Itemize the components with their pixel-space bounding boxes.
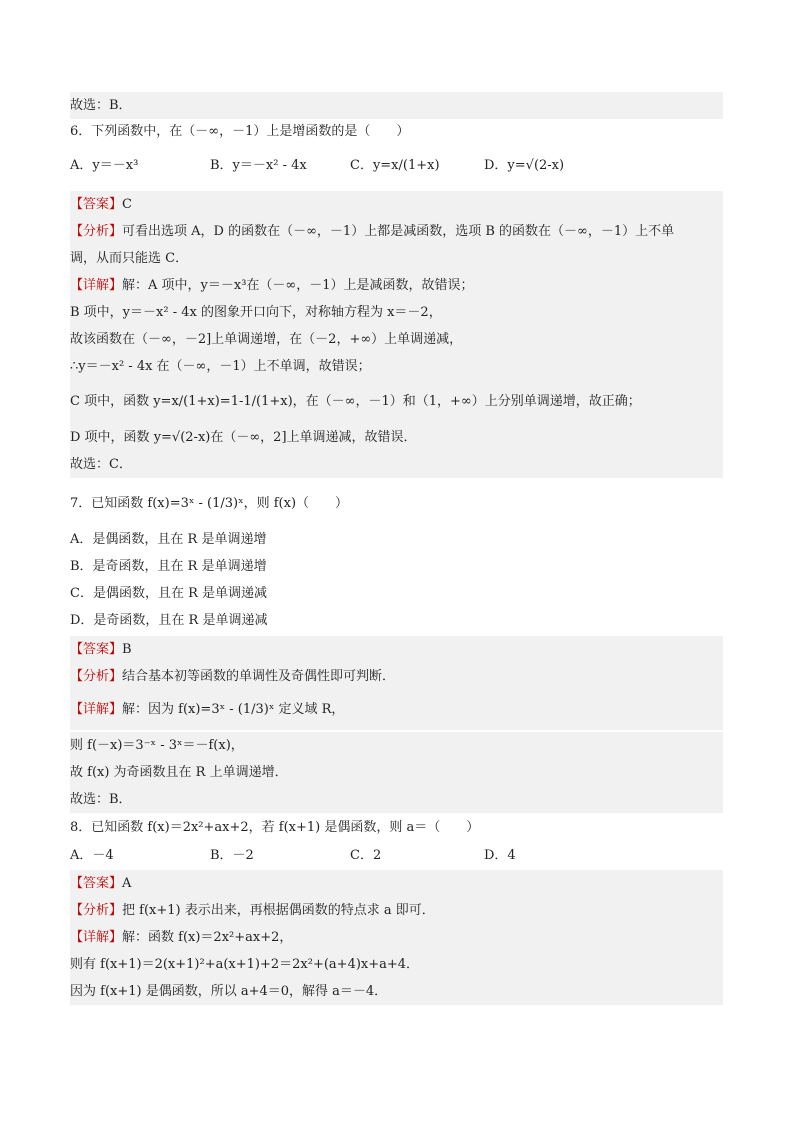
q5-conclusion: 故选：B． [70,92,723,119]
q8-detail-1: 【详解】解：函数 f(x)＝2x²+ax+2， [70,924,723,951]
q7-answer: 【答案】B [70,636,723,663]
q6-analysis-cont: 调，从而只能选 C． [70,245,723,272]
q6-answer: 【答案】C [70,191,723,218]
q6-option-c: C．y=x/(1+x) [350,158,440,173]
q6-detail-4: ∴y＝－x² - 4x 在（－∞，－1）上不单调，故错误； [70,353,723,380]
q8-detail-2: 则有 f(x+1)＝2(x+1)²+a(x+1)+2＝2x²+(a+4)x+a+4． [70,951,723,978]
q7-option-d: D．是奇函数，且在 R 是单调递减 [70,613,268,628]
q7-detail-3: 故 f(x) 为奇函数且在 R 上单调递增． [70,759,723,786]
q8-option-c: C．2 [350,848,382,863]
q8-detail-3: 因为 f(x+1) 是偶函数，所以 a+4＝0，解得 a＝－4． [70,978,723,1005]
q8-options [70,842,723,869]
q6-detail-6: D 项中，函数 y=√(2-x)在（－∞，2]上单调递减，故错误． [70,424,723,451]
q7-detail-1: 【详解】解：因为 f(x)=3ˣ - (1/3)ˣ 定义域 R， [70,690,723,730]
q8-option-b: B．－2 [210,848,254,863]
q6-detail-3: 故该函数在（－∞，－2]上单调递增，在（－2，+∞）上单调递减， [70,326,723,353]
q7-option-b: B．是奇函数，且在 R 是单调递增 [70,559,267,574]
q8-answer: 【答案】A [70,870,723,897]
q7-option-a: A．是偶函数，且在 R 是单调递增 [70,532,267,547]
q6-detail-5: C 项中，函数 y=x/(1+x)=1-1/(1+x)，在（－∞，－1）和（1，+∞）上分别单调递增，故正确； [70,380,723,424]
q7-stem: 7．已知函数 f(x)=3ˣ - (1/3)ˣ，则 f(x)（ ） [70,496,349,511]
q6-detail-2: B 项中，y＝－x² - 4x 的图象开口向下，对称轴方程为 x＝－2， [70,299,723,326]
q6-option-b: B．y＝－x² - 4x [210,158,307,173]
q6-stem: 6．下列函数中，在（－∞，－1）上是增函数的是（ ） [70,124,410,139]
q6-analysis: 【分析】可看出选项 A，D 的函数在（－∞，－1）上都是减函数，选项 B 的函数在（－∞，－1）上不单 [70,218,723,245]
q6-option-d: D．y=√(2-x) [484,158,565,173]
q8-stem: 8．已知函数 f(x)＝2x²+ax+2，若 f(x+1) 是偶函数，则 a＝（ ） [70,820,480,835]
q6-option-a: A．y＝－x³ [70,158,139,173]
q6-detail-1: 【详解】解：A 项中，y＝－x³在（－∞，－1）上是减函数，故错误； [70,272,723,299]
q7-conclusion: 故选：B． [70,786,723,813]
q6-conclusion: 故选：C． [70,451,723,478]
q7-option-c: C．是偶函数，且在 R 是单调递减 [70,586,267,601]
q8-option-d: D．4 [484,848,516,863]
q7-analysis: 【分析】结合基本初等函数的单调性及奇偶性即可判断． [70,663,723,690]
q8-option-a: A．－4 [70,848,114,863]
q6-options [70,152,723,182]
q8-analysis: 【分析】把 f(x+1) 表示出来，再根据偶函数的特点求 a 即可． [70,897,723,924]
q7-detail-2: 则 f(－x)＝3⁻ˣ - 3ˣ＝－f(x)， [70,732,723,759]
